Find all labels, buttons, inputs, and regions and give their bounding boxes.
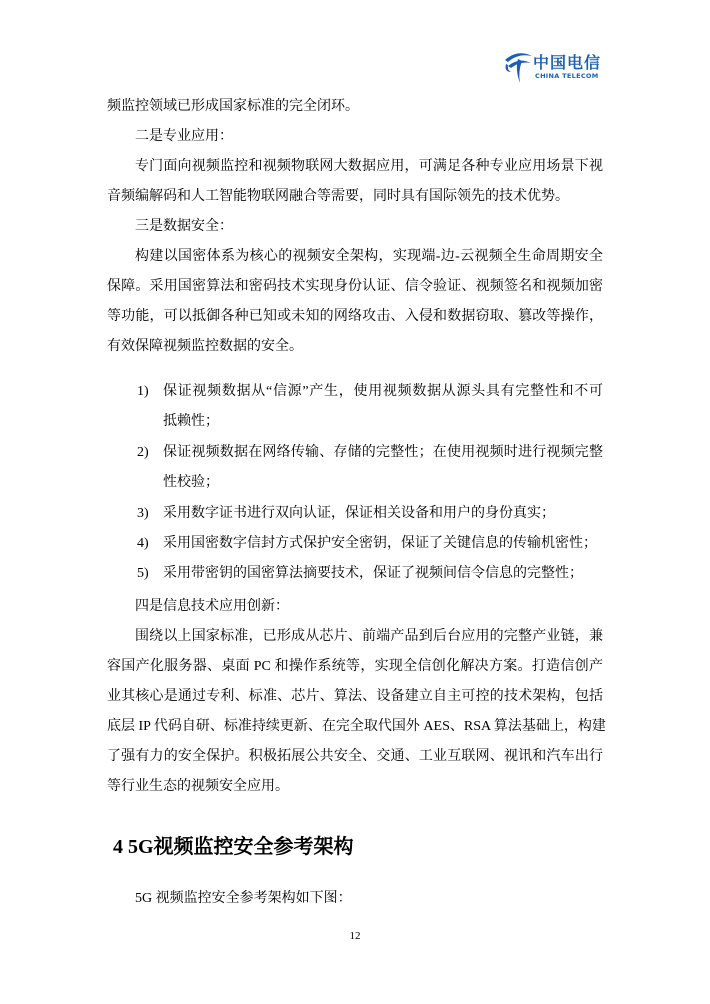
paragraph-professional bbox=[107, 122, 603, 212]
point-title: 三是数据安全： bbox=[135, 219, 233, 234]
logo-name-cn: 中国电信 bbox=[533, 53, 602, 72]
paragraph-line: 保障。采用国密算法和密码技术实现身份认证、信令验证、视频签名和视频加密 bbox=[107, 279, 603, 294]
list-item-line: 采用带密钥的国密算法摘要技术，保证了视频间信令信息的完整性； bbox=[163, 566, 583, 581]
point-title: 二是专业应用： bbox=[135, 129, 233, 144]
paragraph-line: 等行业生态的视频安全应用。 bbox=[107, 779, 289, 794]
list-item bbox=[107, 377, 603, 437]
list-marker: 4) bbox=[137, 536, 149, 551]
paragraph-line: 构建以国密体系为核心的视频安全架构，实现端-边-云视频全生命周期安全 bbox=[135, 249, 603, 264]
paragraph-line: 了强有力的安全保护。积极拓展公共安全、交通、工业互联网、视讯和汽车出行 bbox=[107, 749, 603, 764]
list-marker: 1) bbox=[137, 384, 149, 399]
china-telecom-logo-icon bbox=[503, 50, 533, 84]
logo-name-en: CHINA TELECOM bbox=[535, 72, 599, 80]
list-item bbox=[107, 499, 603, 529]
paragraph-line: 音频编解码和人工智能物联网融合等需要，同时具有国际领先的技术优势。 bbox=[107, 189, 569, 204]
list-item-line: 保证视频数据在网络传输、存储的完整性；在使用视频时进行视频完整 bbox=[163, 445, 603, 460]
paragraph-innovation bbox=[107, 592, 606, 802]
list-marker: 2) bbox=[137, 445, 149, 460]
list-item-line: 保证视频数据从“信源”产生，使用视频数据从源头具有完整性和不可 bbox=[163, 384, 603, 399]
list-item bbox=[107, 529, 603, 559]
paragraph-line: 容国产化服务器、桌面 PC 和操作系统等，实现全信创化解决方案。打造信创产 bbox=[107, 659, 603, 674]
list-item-line: 抵赖性； bbox=[163, 414, 219, 429]
list-item-line: 采用国密数字信封方式保护安全密钥，保证了关键信息的传输机密性； bbox=[163, 536, 597, 551]
paragraph-line: 业其核心是通过专利、标准、芯片、算法、设备建立自主可控的技术架构，包括 bbox=[107, 689, 603, 704]
point-title: 四是信息技术应用创新： bbox=[135, 599, 289, 614]
section-intro: 5G 视频监控安全参考架构如下图： bbox=[135, 891, 352, 906]
security-list bbox=[107, 377, 603, 589]
paragraph-line: 底层 IP 代码自研、标准持续更新、在完全取代国外 AES、RSA 算法基础上，构建 bbox=[107, 719, 606, 734]
list-marker: 5) bbox=[137, 566, 149, 581]
paragraph-line: 专门面向视频监控和视频物联网大数据应用，可满足各种专业应用场景下视 bbox=[135, 159, 603, 174]
china-telecom-logo bbox=[503, 49, 607, 84]
list-item bbox=[107, 559, 603, 589]
list-item bbox=[107, 438, 603, 498]
list-marker: 3) bbox=[137, 506, 149, 521]
list-item-line: 性校验； bbox=[163, 475, 219, 490]
list-item-line: 采用数字证书进行双向认证，保证相关设备和用户的身份真实； bbox=[163, 506, 555, 521]
paragraph-line: 围绕以上国家标准，已形成从芯片、前端产品到后台应用的完整产业链，兼 bbox=[135, 629, 603, 644]
section-heading: 4 5G视频监控安全参考架构 bbox=[113, 836, 354, 858]
paragraph-line: 频监控领域已形成国家标准的完全闭环。 bbox=[107, 99, 359, 114]
paragraph-line: 等功能，可以抵御各种已知或未知的网络攻击、入侵和数据窃取、篡改等操作， bbox=[107, 309, 603, 324]
paragraph-intro bbox=[107, 92, 603, 122]
paragraph-line: 有效保障视频监控数据的安全。 bbox=[107, 339, 303, 354]
page-body bbox=[107, 92, 606, 914]
page-number: 12 bbox=[349, 930, 361, 942]
paragraph-data-security bbox=[107, 212, 603, 362]
